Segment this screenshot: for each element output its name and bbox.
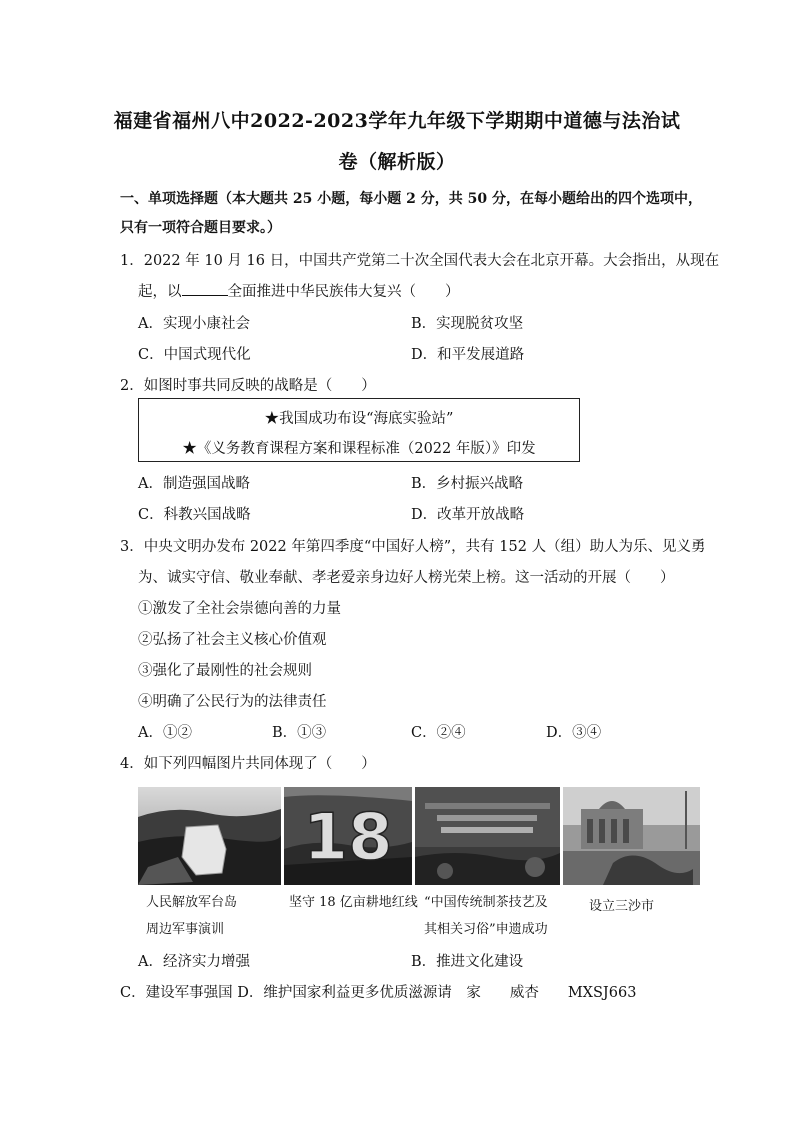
q3-option-b[interactable]: B．①③ — [272, 725, 327, 741]
q4-pic2-caption: 坚守 18 亿亩耕地红线 — [289, 895, 418, 910]
q4-pic4-caption: 设立三沙市 — [589, 899, 655, 914]
q3-stem-line1: 3．中央文明办发布 2022 年第四季度“中国好人榜”，共有 152 人（组）助人为乐、见义勇 — [120, 539, 706, 555]
q4-pic1-caption-line1: 人民解放军台岛 — [146, 895, 238, 910]
q1-stem-pre: 起，以 — [138, 284, 182, 300]
q4-photo-military-drill — [138, 787, 281, 885]
q1-stem-line1: 1．2022 年 10 月 16 日，中国共产党第二十次全国代表大会在北京开幕。大会指出，从现在 — [120, 253, 720, 269]
q2-option-a[interactable]: A．制造强国战略 — [138, 476, 250, 492]
section-heading-line1: 一、单项选择题（本大题共 25 小题，每小题 2 分，共 50 分，在每小题给出的四个选项中， — [120, 191, 702, 207]
q1-fill-blank — [182, 283, 228, 296]
q2-news-box — [138, 398, 580, 462]
q4-photo-farmland-redline — [284, 787, 412, 885]
section-heading-line2: 只有一项符合题目要求。） — [120, 220, 281, 236]
q3-statement-1: ①激发了全社会崇德向善的力量 — [138, 601, 341, 617]
exam-title-line1: 福建省福州八中2022-2023学年九年级下学期期中道德与法治试 — [113, 110, 681, 132]
q3-option-d[interactable]: D．③④ — [546, 725, 602, 741]
q2-option-b[interactable]: B．乡村振兴战略 — [411, 476, 524, 492]
q1-stem-post: 全面推进中华民族伟大复兴（ ） — [227, 284, 460, 300]
q4-pic1-caption-line2: 周边军事演训 — [146, 922, 225, 937]
q4-pic3-caption-line2: 其相关习俗”申遗成功 — [424, 922, 548, 937]
q4-pic3-caption-line1: “中国传统制茶技艺及 — [424, 895, 548, 910]
q1-option-d[interactable]: D．和平发展道路 — [411, 347, 525, 363]
q4-option-b[interactable]: B．推进文化建设 — [411, 954, 524, 970]
q1-stem-line2 — [138, 280, 460, 301]
q1-option-b[interactable]: B．实现脱贫攻坚 — [411, 316, 524, 332]
q3-statement-2: ②弘扬了社会主义核心价值观 — [138, 632, 327, 648]
q2-option-d[interactable]: D．改革开放战略 — [411, 507, 525, 523]
q4-photo-tea-heritage — [415, 787, 560, 885]
q2-stem: 2．如图时事共同反映的战略是（ ） — [120, 378, 376, 394]
q3-stem-line2: 为、诚实守信、敬业奉献、孝老爱亲身边好人榜光荣上榜。这一活动的开展（ ） — [138, 570, 675, 586]
q2-box-line2: ★《义务教育课程方案和课程标准（2022 年版）》印发 — [182, 441, 536, 457]
q2-option-c[interactable]: C．科教兴国战略 — [138, 507, 251, 523]
q4-photo-sansha-city — [563, 787, 700, 885]
q1-option-c[interactable]: C．中国式现代化 — [138, 347, 251, 363]
exam-title-line2: 卷（解析版） — [338, 151, 456, 173]
q2-box-line1: ★我国成功布设“海底实验站” — [264, 411, 454, 427]
q3-statement-4: ④明确了公民行为的法律责任 — [138, 694, 327, 710]
q4-option-a[interactable]: A．经济实力增强 — [138, 954, 250, 970]
q4-stem: 4．如下列四幅图片共同体现了（ ） — [120, 756, 376, 772]
q1-option-a[interactable]: A．实现小康社会 — [138, 316, 250, 332]
q3-option-c[interactable]: C．②④ — [411, 725, 466, 741]
q4-option-cd-line[interactable]: C．建设军事强国 D．维护国家利益更多优质滋源请 家 威杏 MXSJ663 — [120, 985, 637, 1001]
q3-option-a[interactable]: A．①② — [138, 725, 192, 741]
q3-statement-3: ③强化了最刚性的社会规则 — [138, 663, 312, 679]
q4-pic2-numeral: 18 — [303, 801, 393, 875]
